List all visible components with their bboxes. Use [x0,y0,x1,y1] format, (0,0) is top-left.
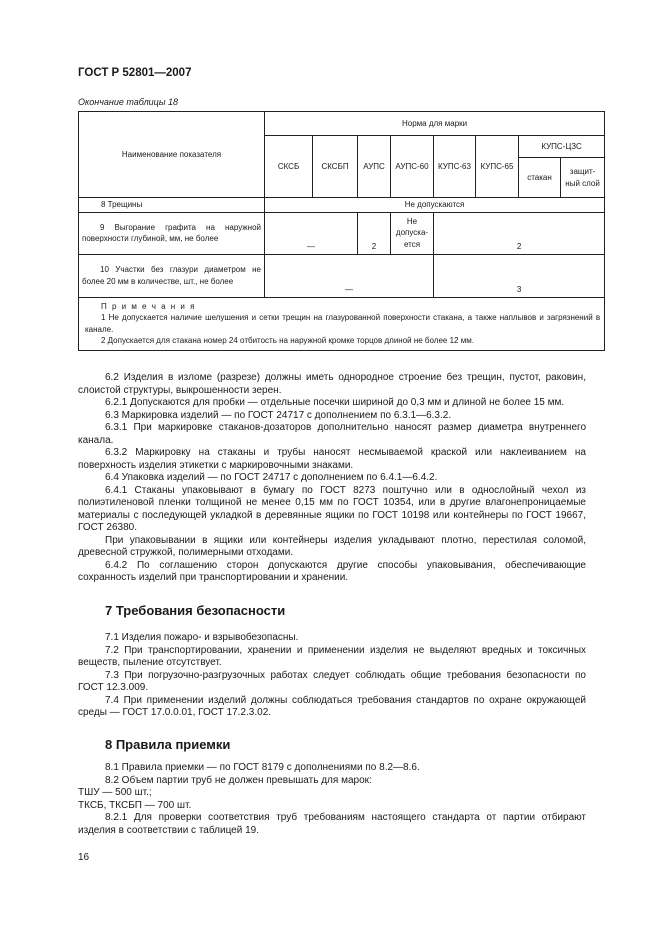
paragraph: 6.3.1 При маркировке стаканов-дозаторов дополнительно наносят размер диаметра внутреннего канала. [78,422,586,446]
note-item: 2 Допускается для стакана номер 24 отбитость на наружной кромке торцов длиной не более 12 мм. [101,336,474,345]
brand-header: КУПС-65 [476,136,519,198]
paragraph: 8.1 Правила приемки — по ГОСТ 8179 с дополнениями по 8.2—8.6. [105,762,420,773]
paragraph: 7.3 При погрузочно-разгрузочных работах следует соблюдать общие требования безопасности по ГОСТ 12.3.009. [78,669,586,693]
paragraph: 8.2.1 Для проверки соответствия труб требованиям настоящего стандарта от партии отбирают изделия в соответствии с таблицей 19. [78,812,586,836]
row-value: 3 [434,254,605,297]
paragraph: 6.4 Упаковка изделий — по ГОСТ 24717 с дополнением по 6.4.1—6.4.2. [105,472,438,483]
row-name: 10 Участки без глазури диаметром не более 20 мм в количестве, шт., не более [79,254,265,297]
section-8-title: 8 Правила приемки [105,737,231,752]
row-value: — [265,212,358,254]
brand-header: АУПС-60 [391,136,434,198]
list-item: ТШУ — 500 шт.; [78,787,152,798]
document-header: ГОСТ Р 52801—2007 [78,67,192,79]
brand-header-kups-c3s: КУПС-ЦЗС [519,136,605,158]
section-8-text [78,762,586,837]
row-name: 9 Выгорание графита на наружной поверхности глубиной, мм, не более [79,212,265,254]
subheader-protective-layer: защит- ный слой [561,158,605,198]
list-item: ТКСБ, ТКСБП — 700 шт. [78,799,192,811]
row-value: — [265,254,434,297]
table-caption: Окончание таблицы 18 [78,97,178,107]
paragraph: 6.3 Маркировка изделий — по ГОСТ 24717 с дополнением по 6.3.1—6.3.2. [105,409,452,421]
paragraph: 6.2.1 Допускаются для пробки — отдельные посечки шириной до 0,3 мм и длиной не более 15 мм. [105,397,565,408]
paragraph: При упаковывании в ящики или контейнеры изделия укладывают плотно, перестилая соломой, древесной стружкой, полимерными отходами. [78,534,586,558]
row-value: 2 [358,212,391,254]
brand-header: СКСБП [313,136,358,198]
paragraph: 6.4.2 По соглашению сторон допускаются другие способы упаковывания, обеспечивающие сохранность изделий при транспортировании и хранении. [78,559,586,583]
paragraph: 7.1 Изделия пожаро- и взрывобезопасны. [105,632,299,643]
paragraph: 6.2 Изделия в изломе (разрезе) должны иметь однородное строение без трещин, пустот, раковин, слоистой структуры, выкрошенности зерен. [78,372,586,396]
col-indicator-header: Наименование показателя [79,112,265,198]
row-value: 2 [434,212,605,254]
section-7-text [78,632,586,720]
row-name: 8 Трещины [79,198,265,213]
brand-header: КУПС-63 [434,136,476,198]
paragraph: 6.4.1 Стаканы упаковывают в бумагу по ГОСТ 8273 поштучно или в однослойный чехол из полиэтиленовой пленки толщиной не менее 0,15 мм по ГОСТ 10354, или в другие влагонепроницаемые материалы с последующей укладкой в деревянные ящики по ГОСТ 10198 или контейнеры по ГОСТ 19667, ГОСТ 26380. [78,484,586,533]
col-norm-header: Норма для марки [265,112,605,136]
paragraph: 6.3.2 Маркировку на стаканы и трубы наносят несмываемой краской или наклеиванием на поверхность изделия этикетки с маркировочными знаками. [78,447,586,471]
brand-header: АУПС [358,136,391,198]
note-item: 1 Не допускается наличие шелушения и сетки трещин на глазурованной поверхности стакана, а также наплывов и загрязнений в канале. [85,313,601,334]
paragraph: 7.4 При применении изделий должны соблюдаться требования стандартов по охране окружающей среды — ГОСТ 17.0.0.01, ГОСТ 17.2.3.02. [78,694,586,718]
table-notes [79,297,605,350]
row-value: Не допускаются [265,198,605,213]
paragraph: 8.2 Объем партии труб не должен превышать для марок: [105,774,372,786]
subheader-glass: стакан [519,158,561,198]
brand-header: СКСБ [265,136,313,198]
page-number: 16 [78,852,90,863]
row-value: Не допуска-ется [391,212,434,254]
section-6-text [78,372,586,585]
table-18 [78,111,605,351]
notes-title: П р и м е ч а н и я [101,301,196,311]
paragraph: 7.2 При транспортировании, хранении и применении изделия не выделяют вредных и токсичных веществ, пыление отсутствует. [78,644,586,668]
section-7-title: 7 Требования безопасности [105,603,286,618]
